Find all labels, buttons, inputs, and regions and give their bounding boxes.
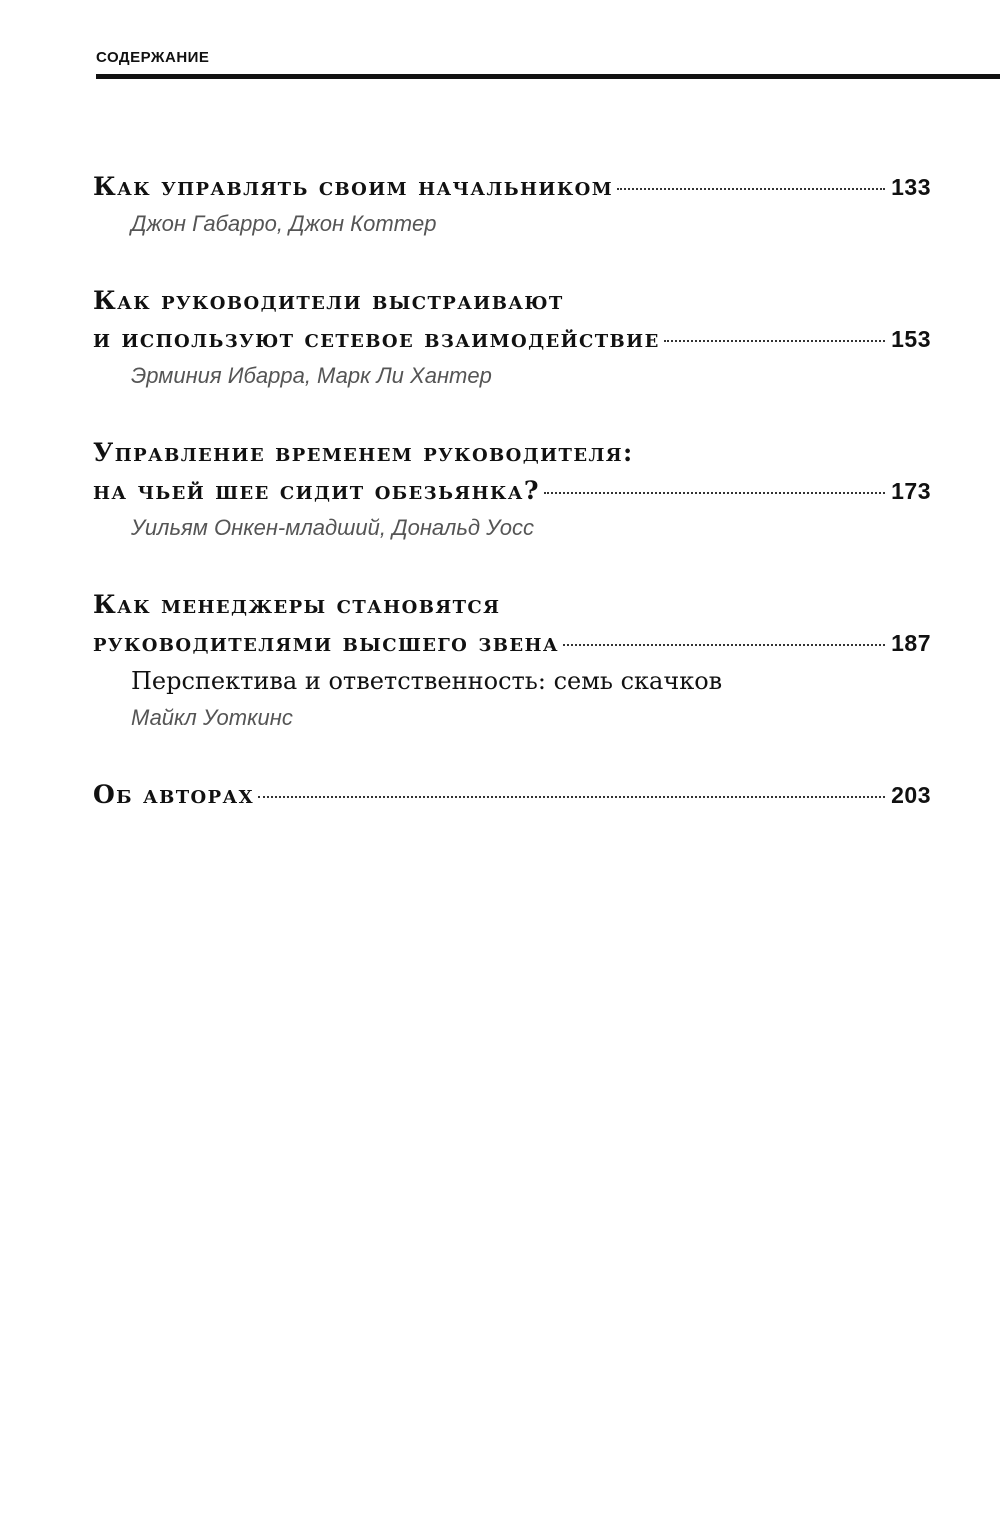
toc-entry[interactable] — [93, 586, 931, 736]
spacer — [93, 736, 931, 776]
toc-title-line — [93, 320, 931, 358]
toc-title-line — [93, 776, 931, 814]
toc-authors: Уильям Онкен-младший, Дональд Уосс — [131, 515, 534, 540]
toc-page-number: 133 — [891, 174, 931, 200]
running-header: СОДЕРЖАНИЕ — [96, 49, 210, 66]
toc-title: Об авторах — [93, 780, 254, 809]
dot-leader — [617, 188, 885, 190]
toc-title: Как менеджеры становятся — [93, 590, 501, 619]
toc-entry[interactable] — [93, 282, 931, 394]
spacer — [93, 546, 931, 586]
toc-title-line — [93, 624, 931, 662]
toc-authors: Джон Габарро, Джон Коттер — [131, 211, 437, 236]
toc-authors: Эрминия Ибарра, Марк Ли Хантер — [131, 363, 492, 388]
toc-title: Как управлять своим начальником — [93, 172, 614, 201]
header-rule — [96, 74, 1000, 79]
toc-title: на чьей шее сидит обезьянка? — [93, 476, 540, 505]
toc-title: руководителями высшего звена — [93, 628, 559, 657]
toc-page-number: 173 — [891, 478, 931, 504]
spacer — [93, 242, 931, 282]
toc-title-line — [93, 434, 931, 472]
toc-page-number: 187 — [891, 630, 931, 656]
toc-title: Как руководители выстраивают — [93, 286, 564, 315]
toc-authors: Майкл Уоткинс — [131, 705, 293, 730]
toc-subtitle: Перспектива и ответственность: семь скачков — [131, 667, 723, 695]
toc-title-line — [93, 472, 931, 510]
dot-leader — [664, 340, 885, 342]
toc-entry[interactable] — [93, 776, 931, 814]
spacer — [93, 394, 931, 434]
table-of-contents — [93, 168, 931, 814]
toc-title-line — [93, 168, 931, 206]
dot-leader — [258, 796, 885, 798]
toc-title-line — [93, 282, 931, 320]
toc-entry[interactable] — [93, 168, 931, 242]
toc-page-number: 203 — [891, 782, 931, 808]
toc-title: и используют сетевое взаимодействие — [93, 324, 660, 353]
dot-leader — [563, 644, 885, 646]
toc-title-line — [93, 586, 931, 624]
dot-leader — [544, 492, 885, 494]
toc-entry[interactable] — [93, 434, 931, 546]
toc-page-number: 153 — [891, 326, 931, 352]
toc-title: Управление временем руководителя: — [93, 438, 634, 467]
